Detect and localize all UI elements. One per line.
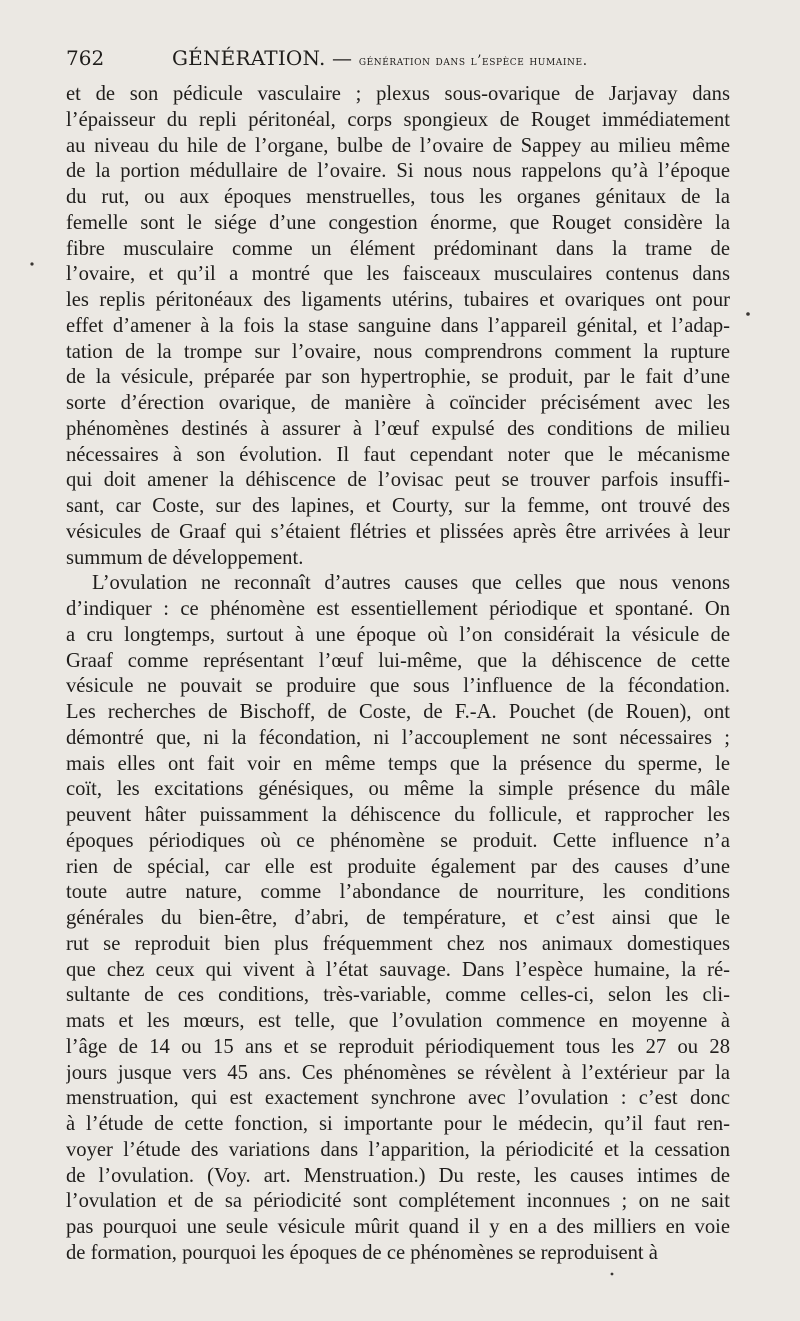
text-line: démontré que, ni la fécondation, ni l’accouplement ne sont nécessaires ; bbox=[66, 726, 730, 749]
text-line: effet d’amener à la fois la stase sanguine dans l’appareil génital, et l’adap- bbox=[66, 314, 730, 337]
text-line: époques périodiques où ce phénomène se produit. Cette influence n’a bbox=[66, 829, 730, 852]
text-line: l’épaisseur du repli péritonéal, corps spongieux de Rouget immédiatement bbox=[66, 108, 730, 131]
text-line: femelle sont le siége d’une congestion énorme, que Rouget considère la bbox=[66, 211, 730, 234]
text-line: mais elles ont fait voir en même temps que la présence du sperme, le bbox=[66, 752, 730, 775]
text-line: l’ovulation et de sa périodicité sont complétement inconnues ; on ne sait bbox=[66, 1190, 730, 1213]
text-line: et de son pédicule vasculaire ; plexus sous-ovarique de Jarjavay dans bbox=[66, 83, 730, 105]
text-line: L’ovulation ne reconnaît d’autres causes que celles que nous venons bbox=[92, 572, 730, 595]
text-line: toute autre nature, comme l’abondance de nourriture, les conditions bbox=[66, 881, 730, 904]
text-line: que chez ceux qui vivent à l’état sauvage. Dans l’espèce humaine, la ré- bbox=[66, 958, 730, 981]
text-line: de la vésicule, préparée par son hypertrophie, se produit, par le fait d’une bbox=[66, 366, 730, 389]
text-line: de la portion médullaire de l’ovaire. Si nous nous rappelons qu’à l’époque bbox=[66, 160, 730, 183]
body-text bbox=[66, 82, 730, 1267]
text-line: jours jusque vers 45 ans. Ces phénomènes se révèlent à l’extérieur par la bbox=[66, 1061, 730, 1084]
running-head-subtitle: génération dans l’espèce humaine. bbox=[358, 53, 588, 69]
page-number: 762 bbox=[66, 46, 105, 70]
text-line: vésicules de Graaf qui s’étaient flétries et plissées après être arrivées à leur bbox=[66, 520, 730, 543]
text-line: menstruation, qui est exactement synchrone avec l’ovulation : c’est donc bbox=[66, 1087, 730, 1110]
running-head-main: GÉNÉRATION. — bbox=[172, 46, 353, 70]
text-line: les replis péritonéaux des ligaments utérins, tubaires et ovariques ont pour bbox=[66, 289, 730, 311]
text-line: à l’étude de cette fonction, si importante pour le médecin, qu’il faut ren- bbox=[66, 1113, 730, 1135]
text-line: coït, les excitations génésiques, ou même la simple présence du mâle bbox=[66, 778, 730, 801]
text-line: de formation, pourquoi les époques de ce phénomènes se reproduisent à bbox=[66, 1241, 658, 1264]
text-line: sultante de ces conditions, très-variable, comme celles-ci, selon les cli- bbox=[66, 984, 730, 1007]
running-head-title bbox=[172, 46, 588, 70]
text-line: vésicule ne pouvait se produire que sous l’influence de la fécondation. bbox=[66, 675, 730, 698]
text-line: phénomènes destinés à assurer à l’œuf expulsé des conditions de milieu bbox=[66, 417, 730, 440]
running-header bbox=[66, 46, 738, 76]
paper-speck bbox=[611, 1273, 614, 1276]
text-line: Les recherches de Bischoff, de Coste, de F.-A. Pouchet (de Rouen), ont bbox=[66, 701, 730, 723]
text-line: pas pourquoi une seule vésicule mûrit quand il y en a des milliers en voie bbox=[66, 1216, 730, 1238]
text-line: sant, car Coste, sur des lapines, et Courty, sur la femme, ont trouvé des bbox=[66, 495, 730, 517]
text-line: rut se reproduit bien plus fréquemment chez nos animaux domestiques bbox=[66, 932, 730, 955]
text-line: l’ovaire, et qu’il a montré que les faisceaux musculaires contenus dans bbox=[66, 263, 730, 286]
text-line: du rut, ou aux époques menstruelles, tous les organes génitaux de la bbox=[66, 186, 730, 208]
text-line: tation de la trompe sur l’ovaire, nous comprendrons comment la rupture bbox=[66, 340, 730, 363]
text-line: de l’ovulation. (Voy. art. Menstruation.) Du reste, les causes intimes de bbox=[66, 1164, 730, 1187]
text-line: summum de développement. bbox=[66, 546, 304, 569]
text-line: qui doit amener la déhiscence de l’ovisac peut se trouver parfois insuffi- bbox=[66, 469, 730, 492]
text-line: rien de spécial, car elle est produite également par des causes d’une bbox=[66, 855, 730, 878]
text-line: au niveau du hile de l’organe, bulbe de l’ovaire de Sappey au milieu même bbox=[66, 134, 730, 157]
text-line: d’indiquer : ce phénomène est essentiellement périodique et spontané. On bbox=[66, 598, 730, 620]
text-line: l’âge de 14 ou 15 ans et se reproduit périodiquement tous les 27 ou 28 bbox=[66, 1035, 730, 1058]
text-line: sorte d’érection ovarique, de manière à coïncider précisément avec les bbox=[66, 392, 730, 414]
text-line: mats et les mœurs, est telle, que l’ovulation commence en moyenne à bbox=[66, 1010, 730, 1032]
paper-speck bbox=[746, 312, 750, 316]
text-line: a cru longtemps, surtout à une époque où l’on considérait la vésicule de bbox=[66, 623, 730, 646]
text-line: fibre musculaire comme un élément prédominant dans la trame de bbox=[66, 237, 730, 260]
paper-speck bbox=[30, 262, 33, 265]
text-line: générales du bien-être, d’abri, de température, et c’est ainsi que le bbox=[66, 907, 730, 929]
text-line: nécessaires à son évolution. Il faut cependant noter que le mécanisme bbox=[66, 443, 730, 466]
text-line: voyer l’étude des variations dans l’apparition, la périodicité et la cessation bbox=[66, 1138, 730, 1161]
text-line: Graaf comme représentant l’œuf lui-même, que la déhiscence de cette bbox=[66, 649, 730, 672]
text-line: peuvent hâter puissamment la déhiscence du follicule, et rapprocher les bbox=[66, 804, 730, 826]
